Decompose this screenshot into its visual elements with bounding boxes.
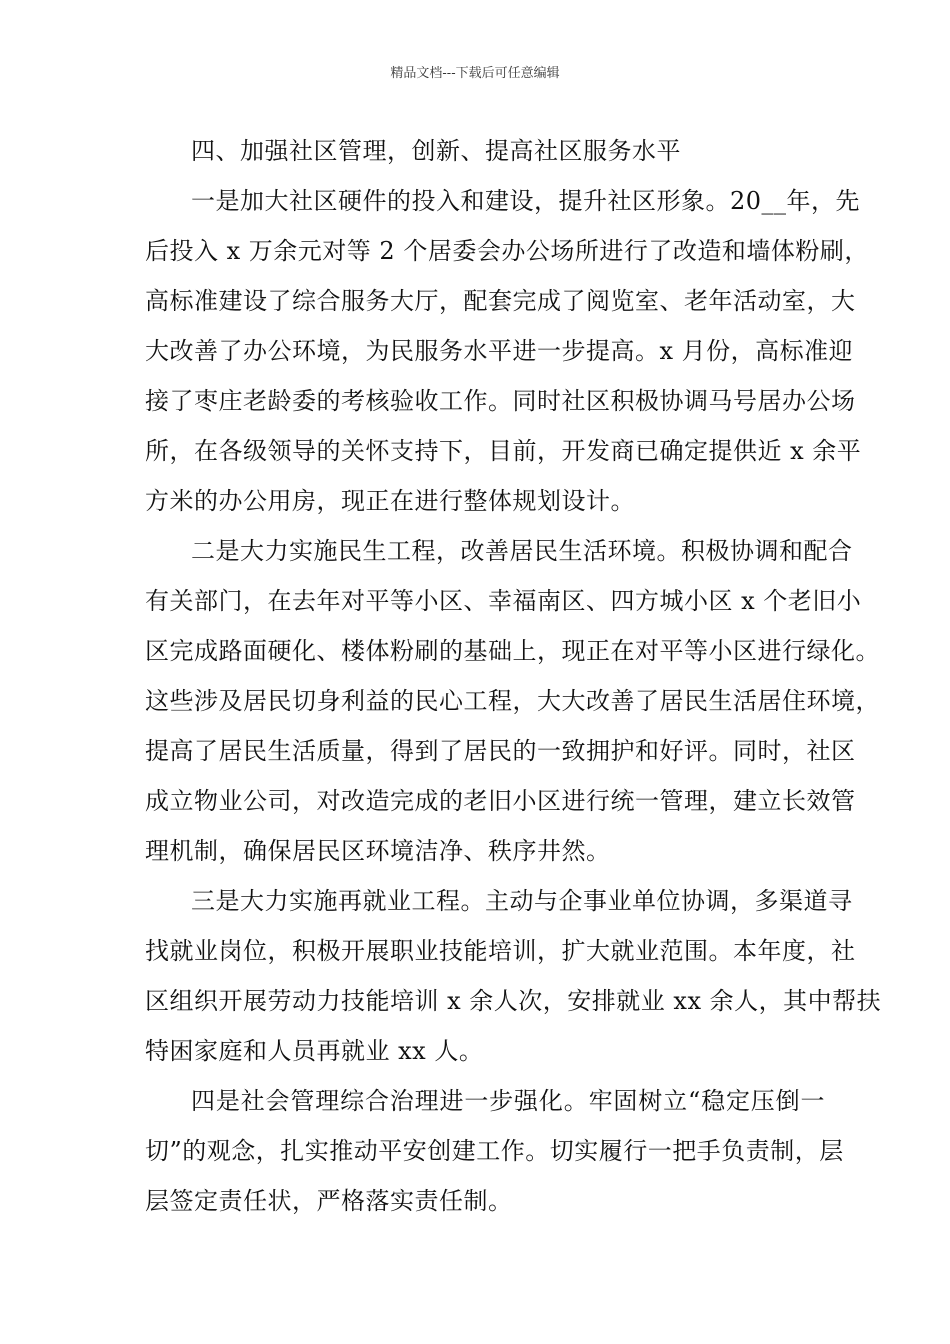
paragraph-line: 接了枣庄老龄委的考核验收工作。同时社区积极协调马号居办公场 (145, 387, 856, 415)
paragraph-2 (145, 526, 880, 876)
paragraph-line: 理机制，确保居民区环境洁净、秩序井然。 (145, 837, 611, 865)
paragraph-line: 方米的办公用房，现正在进行整体规划设计。 (145, 487, 635, 515)
header-watermark: 精品文档---下载后可任意编辑 (390, 66, 560, 81)
paragraph-1 (145, 176, 869, 526)
paragraph-line: 后投入 x 万余元对等 2 个居委会办公场所进行了改造和墙体粉刷， (145, 237, 869, 265)
paragraph-line: 三是大力实施再就业工程。主动与企事业单位协调，多渠道寻 (191, 887, 853, 915)
paragraph-line: 找就业岗位，积极开展职业技能培训，扩大就业范围。本年度，社 (145, 937, 856, 965)
paragraph-line: 层签定责任状，严格落实责任制。 (145, 1187, 513, 1215)
paragraph-line: 特困家庭和人员再就业 xx 人。 (145, 1037, 484, 1065)
paragraph-line: 有关部门，在去年对平等小区、幸福南区、四方城小区 x 个老旧小 (145, 587, 862, 615)
paragraph-line: 提高了居民生活质量，得到了居民的一致拥护和好评。同时，社区 (145, 737, 856, 765)
paragraph-line: 二是大力实施民生工程，改善居民生活环境。积极协调和配合 (191, 537, 853, 565)
paragraph-line: 四是社会管理综合治理进一步强化。牢固树立“稳定压倒一 (191, 1087, 825, 1115)
paragraph-line: 成立物业公司，对改造完成的老旧小区进行统一管理，建立长效管 (145, 787, 856, 815)
paragraph-line: 一是加大社区硬件的投入和建设，提升社区形象。20__年，先 (191, 187, 861, 215)
paragraph-line: 区组织开展劳动力技能培训 x 余人次，安排就业 xx 余人，其中帮扶 (145, 987, 882, 1015)
paragraph-line: 所，在各级领导的关怀支持下，目前，开发商已确定提供近 x 余平 (145, 437, 862, 465)
paragraph-line: 区完成路面硬化、楼体粉刷的基础上，现正在对平等小区进行绿化。 (145, 637, 880, 665)
paragraph-4 (145, 1076, 844, 1226)
paragraph-line: 大改善了办公环境，为民服务水平进一步提高。x 月份，高标准迎 (145, 337, 854, 365)
paragraph-3 (145, 876, 882, 1076)
paragraph-line: 切”的观念，扎实推动平安创建工作。切实履行一把手负责制，层 (145, 1137, 844, 1165)
paragraph-line: 这些涉及居民切身利益的民心工程，大大改善了居民生活居住环境， (145, 687, 880, 715)
section-heading: 四、加强社区管理，创新、提高社区服务水平 (191, 137, 681, 165)
paragraph-line: 高标准建设了综合服务大厅，配套完成了阅览室、老年活动室，大 (145, 287, 856, 315)
document-body (145, 126, 882, 1226)
